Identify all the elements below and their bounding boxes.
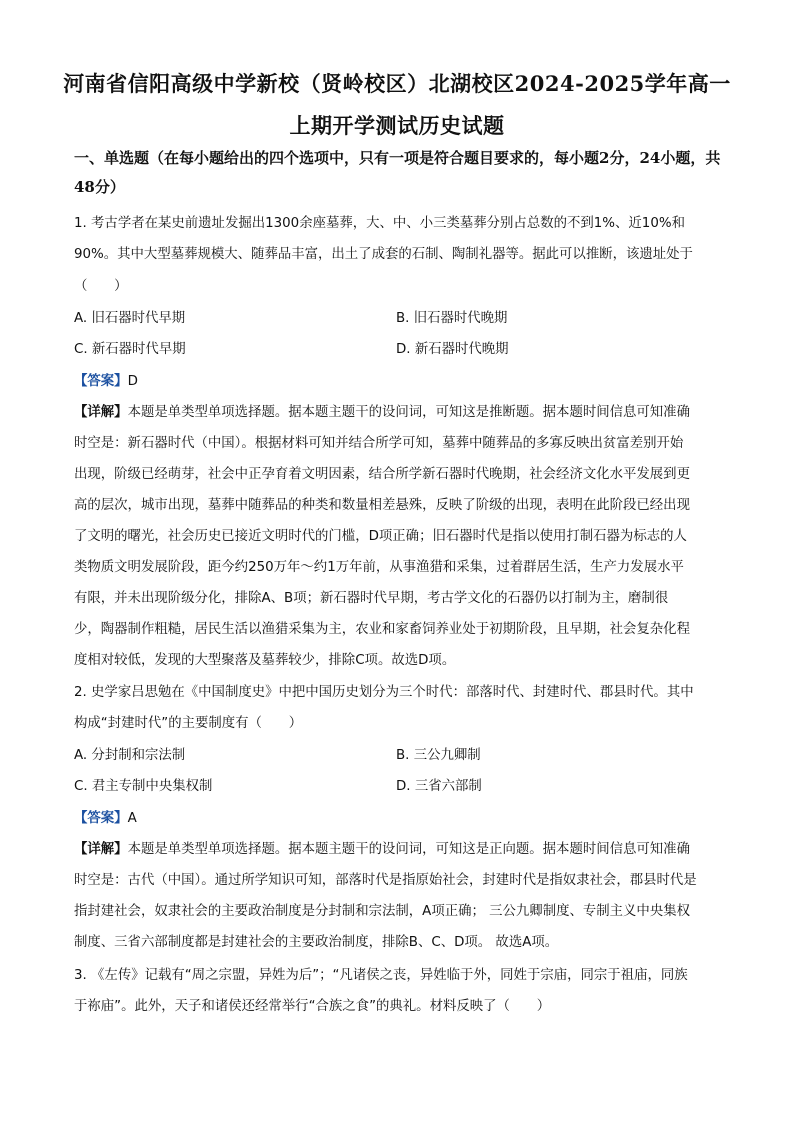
q2-detail-line-3: 指封建社会，奴隶社会的主要政治制度是分封制和宗法制，A项正确； 三公九卿制度、专制主义中央集权 <box>74 904 690 919</box>
q1-answer <box>74 370 138 389</box>
q2-option-a: A. 分封制和宗法制 <box>74 748 186 763</box>
q2-option-d: D. 三省六部制 <box>396 779 482 794</box>
q2-option-c: C. 君主专制中央集权制 <box>74 779 213 794</box>
q1-option-d: D. 新石器时代晚期 <box>396 342 509 357</box>
exam-title-line-1: 河南省信阳高级中学新校（贤岭校区）北湖校区2024-2025学年高一 <box>63 71 731 96</box>
section-heading: 一、单选题（在每小题给出的四个选项中，只有一项是符合题目要求的，每小题2分，24小题，共48分） <box>74 149 721 196</box>
q1-answer-tag: 【答案】 <box>74 374 128 389</box>
q1-stem-line-1: 1. 考古学者在某史前遗址发掘出1300余座墓葬，大、中、小三类墓葬分别占总数的不到1%、近10%和 <box>74 216 685 231</box>
q1-detail-line-2: 时空是：新石器时代（中国）。根据材料可知并结合所学可知，墓葬中随葬品的多寡反映出贫富差别开始 <box>74 436 684 451</box>
q1-detail-line-3: 出现，阶级已经萌芽，社会中正孕育着文明因素，结合所学新石器时代晚期，社会经济文化水平发展到更 <box>74 467 690 482</box>
q2-answer-tag: 【答案】 <box>74 811 128 826</box>
q1-answer-value: D <box>127 374 138 389</box>
q1-detail-line-5: 了文明的曙光，社会历史已接近文明时代的门槛，D项正确；旧石器时代是指以使用打制石器为标志的人 <box>74 529 687 544</box>
q1-detail-tag: 【详解】 <box>74 405 128 420</box>
q2-answer-value: A <box>127 811 137 826</box>
q2-stem-line-2: 构成“封建时代”的主要制度有（ ） <box>74 716 303 731</box>
q2-answer <box>74 807 137 826</box>
q3-stem-line-1: 3. 《左传》记载有“周之宗盟，异姓为后”；“凡诸侯之丧，异姓临于外，同姓于宗庙，同宗于祖庙，同族 <box>74 968 688 983</box>
q1-detail-line-8: 少，陶器制作粗糙，居民生活以渔猎采集为主，农业和家畜饲养业处于初期阶段，且早期，社会复杂化程 <box>74 622 690 637</box>
q1-detail-text-1: 本题是单类型单项选择题。据本题主题干的设问词，可知这是推断题。据本题时间信息可知准确 <box>127 405 690 420</box>
q1-detail-line-4: 高的层次，城市出现，墓葬中随葬品的种类和数量相差悬殊，反映了阶级的出现，表明在此阶段已经出现 <box>74 498 690 513</box>
q1-detail-line-9: 度相对较低，发现的大型聚落及墓葬较少，排除C项。故选D项。 <box>74 653 456 668</box>
q1-detail-line-7: 有限，并未出现阶级分化，排除A、B项；新石器时代早期，考古学文化的石器仍以打制为主，磨制很 <box>74 591 669 606</box>
q1-stem-line-3: （ ） <box>74 279 128 294</box>
q3-stem-line-2: 于祢庙”。此外，天子和诸侯还经常举行“合族之食”的典礼。材料反映了（ ） <box>74 999 551 1014</box>
q1-detail-line-1 <box>74 401 724 420</box>
q1-option-a: A. 旧石器时代早期 <box>74 311 186 326</box>
q1-stem-line-2: 90%。其中大型墓葬规模大、随葬品丰富，出土了成套的石制、陶制礼器等。据此可以推断，该遗址处于 <box>74 247 693 262</box>
q1-option-c: C. 新石器时代早期 <box>74 342 186 357</box>
q2-detail-line-4: 制度、三省六部制度都是封建社会的主要政治制度，排除B、C、D项。 故选A项。 <box>74 935 559 950</box>
q2-option-b: B. 三公九卿制 <box>396 748 481 763</box>
q1-option-b: B. 旧石器时代晚期 <box>396 311 508 326</box>
exam-title-line-2: 上期开学测试历史试题 <box>289 113 505 138</box>
q1-detail-line-6: 类物质文明发展阶段，距今约250万年～约1万年前，从事渔猎和采集，过着群居生活，生产力发展水平 <box>74 560 684 575</box>
q2-detail-tag: 【详解】 <box>74 842 128 857</box>
q2-stem-line-1: 2. 史学家吕思勉在《中国制度史》中把中国历史划分为三个时代：部落时代、封建时代、郡县时代。其中 <box>74 685 694 700</box>
q2-detail-text-1: 本题是单类型单项选择题。据本题主题干的设问词，可知这是正向题。据本题时间信息可知准确 <box>127 842 690 857</box>
q2-detail-line-1 <box>74 838 724 857</box>
q2-detail-line-2: 时空是：古代（中国）。通过所学知识可知，部落时代是指原始社会，封建时代是指奴隶社会，郡县时代是 <box>74 873 697 888</box>
